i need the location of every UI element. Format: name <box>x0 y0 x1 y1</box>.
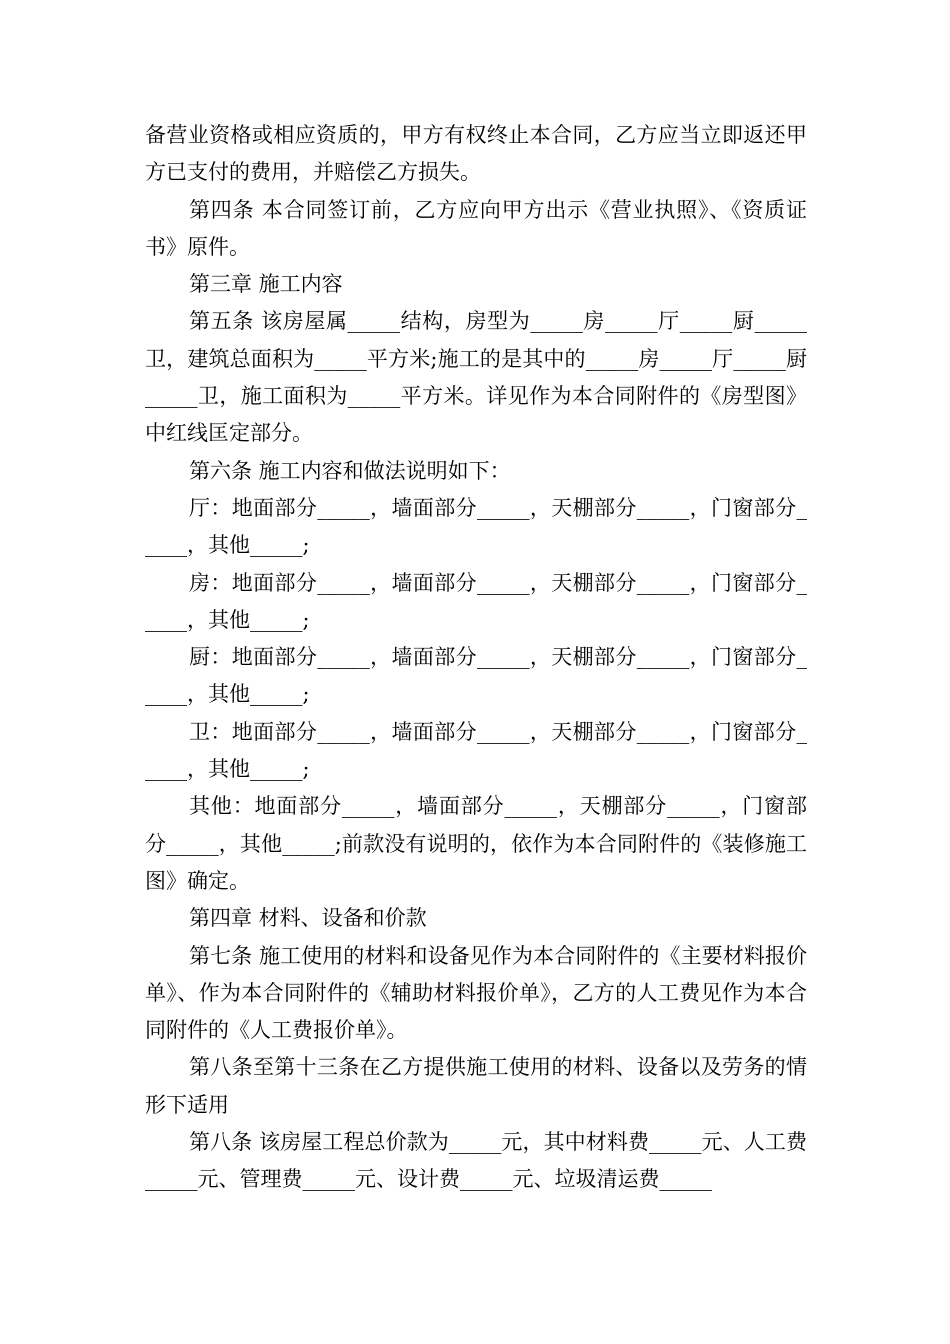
item-other: 其他：地面部分_____，墙面部分_____，天棚部分_____，门窗部分_____，其他_____;前款没有说明的，依作为本合同附件的《装修施工图》确定。 <box>145 794 807 893</box>
article-4: 第四条 本合同签订前，乙方应向甲方出示《营业执照》、《资质证书》原件。 <box>145 197 807 259</box>
item-room: 房：地面部分_____，墙面部分_____，天棚部分_____，门窗部分_____，其他_____; <box>145 570 807 632</box>
article-6: 第六条 施工内容和做法说明如下： <box>189 458 511 483</box>
chapter-3-heading: 第三章 施工内容 <box>189 272 343 297</box>
article-8: 第八条 该房屋工程总价款为_____元，其中材料费_____元、人工费_____元、管理费_____元、设计费_____元、垃圾清运费_____ <box>145 1130 807 1192</box>
applicability-note: 第八条至第十三条在乙方提供施工使用的材料、设备以及劳务的情形下适用 <box>145 1055 807 1117</box>
item-hall: 厅：地面部分_____，墙面部分_____，天棚部分_____，门窗部分_____，其他_____; <box>145 495 807 558</box>
item-kitchen: 厨：地面部分_____，墙面部分_____，天棚部分_____，门窗部分_____，其他_____; <box>145 645 807 707</box>
article-5: 第五条 该房屋属_____结构，房型为_____房_____厅_____厨_____卫，建筑总面积为_____平方米;施工的是其中的_____房_____厅_____厨_____卫，施工面积为_____平方米。详见作为本合同附件的《房型图》中红线匡定部分。 <box>145 309 807 446</box>
contract-text <box>145 117 807 1199</box>
chapter-4-heading: 第四章 材料、设备和价款 <box>189 906 427 931</box>
item-bathroom: 卫：地面部分_____，墙面部分_____，天棚部分_____，门窗部分_____，其他_____; <box>145 719 807 782</box>
paragraph-continuation: 备营业资格或相应资质的，甲方有权终止本合同，乙方应当立即返还甲方已支付的费用，并赔偿乙方损失。 <box>145 123 807 185</box>
article-7: 第七条 施工使用的材料和设备见作为本合同附件的《主要材料报价单》、作为本合同附件的《辅助材料报价单》，乙方的人工费见作为本合同附件的《人工费报价单》。 <box>145 943 807 1043</box>
